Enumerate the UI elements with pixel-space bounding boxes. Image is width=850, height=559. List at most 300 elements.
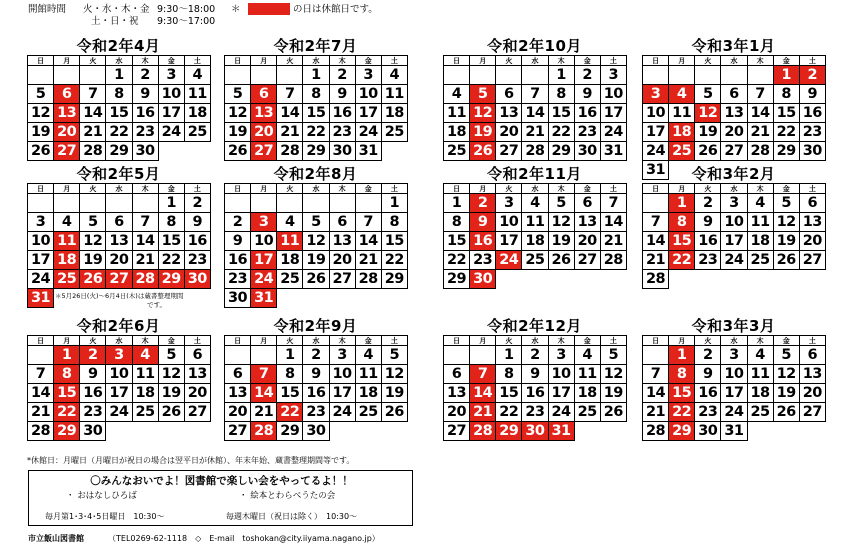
- calendar-title: 令和2年4月: [76, 37, 161, 55]
- weekday-header: 火: [695, 336, 721, 346]
- weekday-header: 火: [277, 336, 303, 346]
- week-row: [225, 104, 408, 123]
- day-cell: 12: [773, 213, 799, 232]
- day-cell: 18: [747, 384, 773, 403]
- day-cell: 8: [158, 213, 184, 232]
- day-cell: 5: [303, 213, 329, 232]
- day-cell: 29: [381, 270, 407, 289]
- calendar-title: 令和3年3月: [691, 317, 776, 335]
- weekday-header: 月: [251, 184, 277, 194]
- weekday-header: 月: [470, 336, 496, 346]
- legend-text: の日は休館日です。: [293, 4, 378, 15]
- closed-day-cell: 22: [277, 403, 303, 422]
- calendar-grid: [642, 335, 826, 441]
- closed-day-cell: 6: [251, 85, 277, 104]
- day-cell: 3: [600, 66, 626, 85]
- day-cell: 27: [329, 270, 355, 289]
- day-cell: 5: [773, 194, 799, 213]
- weekend-time: 9:30～17:00: [157, 16, 216, 27]
- weekday-header: 木: [329, 56, 355, 66]
- week-row: [225, 142, 408, 161]
- day-cell: 22: [496, 403, 522, 422]
- day-cell: 19: [548, 232, 574, 251]
- day-cell: 11: [522, 213, 548, 232]
- day-cell: 8: [496, 365, 522, 384]
- calendar-october: [443, 38, 626, 161]
- weekday-header: 火: [695, 184, 721, 194]
- week-row: [28, 365, 211, 384]
- day-cell: 30: [695, 422, 721, 441]
- closed-day-cell: 1: [669, 346, 695, 365]
- closed-day-cell: 19: [470, 123, 496, 142]
- day-cell: 20: [184, 384, 210, 403]
- day-cell: 29: [548, 142, 574, 161]
- day-cell: 8: [303, 85, 329, 104]
- day-cell: 13: [496, 104, 522, 123]
- day-cell: 14: [28, 384, 54, 403]
- day-cell: 2: [303, 346, 329, 365]
- weekday-header: 木: [747, 56, 773, 66]
- day-cell: 7: [28, 365, 54, 384]
- day-cell: 17: [496, 232, 522, 251]
- closed-day-cell: 7: [470, 365, 496, 384]
- trailing-blank: [184, 422, 210, 441]
- trailing-blank: [548, 270, 574, 289]
- day-cell: 7: [80, 85, 106, 104]
- day-cell: 4: [381, 66, 407, 85]
- day-cell: 23: [799, 123, 825, 142]
- closed-day-cell: 28: [470, 422, 496, 441]
- day-cell: 26: [695, 142, 721, 161]
- day-cell: 24: [106, 403, 132, 422]
- day-cell: 1: [381, 194, 407, 213]
- empty-day-cell: [251, 66, 277, 85]
- weekday-header: 土: [600, 56, 626, 66]
- day-cell: 21: [643, 403, 669, 422]
- day-cell: 4: [444, 85, 470, 104]
- trailing-blank: [158, 422, 184, 441]
- closed-day-cell: 11: [277, 232, 303, 251]
- day-cell: 6: [496, 85, 522, 104]
- day-cell: 8: [548, 85, 574, 104]
- weekday-header: 火: [80, 56, 106, 66]
- trailing-blank: [329, 289, 355, 308]
- closed-day-cell: 22: [54, 403, 80, 422]
- calendar-february: [642, 166, 825, 289]
- empty-day-cell: [277, 66, 303, 85]
- empty-day-cell: [496, 66, 522, 85]
- day-cell: 6: [799, 346, 825, 365]
- day-cell: 20: [225, 403, 251, 422]
- day-cell: 29: [444, 270, 470, 289]
- weekday-header-row: [225, 56, 408, 66]
- day-cell: 25: [574, 403, 600, 422]
- week-row: [444, 142, 627, 161]
- day-cell: 31: [355, 142, 381, 161]
- closed-days-note: *休館日：月曜日（月曜日が祝日の場合は翌平日が休館）、年末年始、蔵書整理期間等です。: [27, 456, 355, 465]
- day-cell: 12: [158, 365, 184, 384]
- empty-day-cell: [80, 194, 106, 213]
- day-cell: 4: [522, 194, 548, 213]
- day-cell: 23: [470, 251, 496, 270]
- calendar-march: [642, 318, 825, 441]
- closed-day-cell: 2: [470, 194, 496, 213]
- day-cell: 22: [303, 123, 329, 142]
- day-cell: 14: [643, 232, 669, 251]
- trailing-blank: [721, 270, 747, 289]
- weekday-header: 金: [574, 336, 600, 346]
- day-cell: 24: [329, 403, 355, 422]
- weekday-header: 木: [132, 184, 158, 194]
- day-cell: 13: [799, 213, 825, 232]
- empty-day-cell: [444, 346, 470, 365]
- weekday-header: 土: [184, 56, 210, 66]
- day-cell: 15: [548, 104, 574, 123]
- weekday-header-row: [28, 184, 211, 194]
- day-cell: 1: [548, 66, 574, 85]
- empty-day-cell: [28, 346, 54, 365]
- weekday-header: 日: [643, 336, 669, 346]
- day-cell: 25: [381, 123, 407, 142]
- day-cell: 14: [747, 104, 773, 123]
- day-cell: 22: [381, 251, 407, 270]
- weekday-header: 水: [522, 336, 548, 346]
- day-cell: 4: [747, 194, 773, 213]
- closed-day-cell: 26: [470, 142, 496, 161]
- week-row: [28, 251, 211, 270]
- week-row: [444, 346, 627, 365]
- week-row: [643, 85, 826, 104]
- trailing-blank: [574, 270, 600, 289]
- day-cell: 11: [747, 365, 773, 384]
- trailing-blank: [277, 289, 303, 308]
- weekday-header: 火: [695, 56, 721, 66]
- weekday-header: 木: [548, 336, 574, 346]
- day-cell: 9: [132, 85, 158, 104]
- calendar-grid: [443, 55, 627, 161]
- day-cell: 2: [695, 346, 721, 365]
- day-cell: 20: [799, 384, 825, 403]
- day-cell: 19: [600, 384, 626, 403]
- day-cell: 7: [643, 213, 669, 232]
- week-row: [225, 251, 408, 270]
- day-cell: 13: [329, 232, 355, 251]
- weekday-header: 日: [444, 56, 470, 66]
- event1-schedule: 毎月第1･3･4･5日曜日 10:30～: [45, 512, 165, 521]
- weekday-header: 水: [522, 184, 548, 194]
- closed-day-cell: 27: [251, 142, 277, 161]
- closed-day-cell: 17: [251, 251, 277, 270]
- day-cell: 18: [277, 251, 303, 270]
- day-cell: 14: [355, 232, 381, 251]
- calendar-grid: [27, 335, 211, 441]
- week-row: [225, 384, 408, 403]
- closed-day-cell: 30: [522, 422, 548, 441]
- day-cell: 11: [184, 85, 210, 104]
- weekday-header-row: [444, 336, 627, 346]
- trailing-blank: [132, 422, 158, 441]
- day-cell: 2: [225, 213, 251, 232]
- day-cell: 10: [548, 365, 574, 384]
- day-cell: 7: [600, 194, 626, 213]
- day-cell: 5: [600, 346, 626, 365]
- closed-day-cell: 8: [669, 365, 695, 384]
- weekday-header: 火: [80, 336, 106, 346]
- day-cell: 12: [600, 365, 626, 384]
- day-cell: 17: [600, 104, 626, 123]
- empty-day-cell: [132, 194, 158, 213]
- weekday-header: 水: [106, 56, 132, 66]
- day-cell: 5: [773, 346, 799, 365]
- empty-day-cell: [470, 66, 496, 85]
- day-cell: 21: [600, 232, 626, 251]
- week-row: [643, 384, 826, 403]
- calendar-august: [224, 166, 407, 308]
- day-cell: 2: [574, 66, 600, 85]
- day-cell: 12: [80, 232, 106, 251]
- calendar-title: 令和2年12月: [487, 317, 582, 335]
- day-cell: 26: [28, 142, 54, 161]
- day-cell: 27: [799, 251, 825, 270]
- calendar-april: [27, 38, 210, 161]
- empty-day-cell: [444, 66, 470, 85]
- day-cell: 5: [225, 85, 251, 104]
- week-row: [444, 422, 627, 441]
- week-row: [643, 142, 826, 161]
- day-cell: 12: [381, 365, 407, 384]
- day-cell: 3: [721, 194, 747, 213]
- trailing-blank: [799, 422, 825, 441]
- day-cell: 17: [548, 384, 574, 403]
- day-cell: 23: [225, 270, 251, 289]
- day-cell: 17: [643, 123, 669, 142]
- trailing-blank: [496, 270, 522, 289]
- day-cell: 21: [643, 251, 669, 270]
- day-cell: 24: [355, 123, 381, 142]
- weekday-header: 土: [600, 336, 626, 346]
- day-cell: 23: [303, 403, 329, 422]
- day-cell: 16: [80, 384, 106, 403]
- trailing-blank: [600, 422, 626, 441]
- day-cell: 1: [158, 194, 184, 213]
- day-cell: 23: [695, 251, 721, 270]
- day-cell: 16: [695, 232, 721, 251]
- day-cell: 4: [277, 213, 303, 232]
- week-row: [444, 384, 627, 403]
- closed-day-cell: 7: [251, 365, 277, 384]
- trailing-blank: [381, 422, 407, 441]
- weekend-days: 土・日・祝: [91, 16, 139, 27]
- weekday-header: 日: [225, 336, 251, 346]
- day-cell: 3: [28, 213, 54, 232]
- week-row: [28, 346, 211, 365]
- day-cell: 12: [773, 365, 799, 384]
- library-contact: （TEL0269-62-1118 ◇ E-mail toshokan@city.iiyama.nagano.jp）: [108, 534, 380, 543]
- day-cell: 29: [277, 422, 303, 441]
- weekday-header: 金: [158, 184, 184, 194]
- day-cell: 6: [799, 194, 825, 213]
- week-row: [444, 251, 627, 270]
- day-cell: 11: [574, 365, 600, 384]
- day-cell: 19: [80, 251, 106, 270]
- week-row: [643, 270, 826, 289]
- calendar-may: [27, 166, 210, 308]
- calendar-june: [27, 318, 210, 441]
- day-cell: 24: [721, 251, 747, 270]
- closed-day-cell: 20: [54, 123, 80, 142]
- empty-day-cell: [695, 66, 721, 85]
- week-row: [643, 346, 826, 365]
- weekday-header: 月: [54, 336, 80, 346]
- weekday-header-row: [28, 56, 211, 66]
- day-cell: 28: [747, 142, 773, 161]
- day-cell: 23: [80, 403, 106, 422]
- empty-day-cell: [303, 194, 329, 213]
- weekday-header: 火: [496, 336, 522, 346]
- day-cell: 6: [329, 213, 355, 232]
- day-cell: 25: [277, 270, 303, 289]
- weekday-header: 日: [444, 336, 470, 346]
- calendar-grid: [27, 55, 211, 161]
- day-cell: 24: [721, 403, 747, 422]
- week-row: [28, 422, 211, 441]
- week-row: [28, 194, 211, 213]
- day-cell: 15: [277, 384, 303, 403]
- closed-day-cell: 27: [54, 142, 80, 161]
- weekday-header: 月: [669, 336, 695, 346]
- day-cell: 22: [548, 123, 574, 142]
- day-cell: 19: [773, 384, 799, 403]
- closed-day-cell: 26: [80, 270, 106, 289]
- day-cell: 3: [496, 194, 522, 213]
- day-cell: 10: [721, 365, 747, 384]
- week-row: [444, 270, 627, 289]
- day-cell: 10: [251, 232, 277, 251]
- day-cell: 2: [695, 194, 721, 213]
- empty-day-cell: [522, 66, 548, 85]
- day-cell: 15: [773, 104, 799, 123]
- trailing-blank: [381, 142, 407, 161]
- week-row: [225, 123, 408, 142]
- day-cell: 28: [80, 142, 106, 161]
- day-cell: 5: [158, 346, 184, 365]
- day-cell: 28: [643, 422, 669, 441]
- weekday-header: 水: [721, 184, 747, 194]
- day-cell: 17: [28, 251, 54, 270]
- calendar-grid: [443, 183, 627, 289]
- day-cell: 18: [444, 123, 470, 142]
- closed-day-cell: 28: [251, 422, 277, 441]
- day-cell: 27: [444, 422, 470, 441]
- day-cell: 6: [106, 213, 132, 232]
- trailing-blank: [329, 422, 355, 441]
- day-cell: 27: [574, 251, 600, 270]
- day-cell: 26: [600, 403, 626, 422]
- day-cell: 20: [799, 232, 825, 251]
- closed-day-cell: 20: [251, 123, 277, 142]
- week-row: [643, 365, 826, 384]
- trailing-blank: [184, 142, 210, 161]
- weekday-header: 日: [28, 184, 54, 194]
- trailing-blank: [184, 289, 210, 308]
- closed-day-cell: 5: [470, 85, 496, 104]
- day-cell: 18: [355, 384, 381, 403]
- day-cell: 16: [184, 232, 210, 251]
- weekday-header-row: [444, 56, 627, 66]
- day-cell: 26: [303, 270, 329, 289]
- closed-day-cell: 16: [470, 232, 496, 251]
- closed-day-cell: 31: [548, 422, 574, 441]
- closed-day-cell: 15: [669, 384, 695, 403]
- weekday-header: 金: [574, 56, 600, 66]
- weekday-header: 火: [496, 184, 522, 194]
- day-cell: 6: [444, 365, 470, 384]
- weekday-header: 月: [251, 56, 277, 66]
- weekday-header: 土: [381, 184, 407, 194]
- week-row: [225, 232, 408, 251]
- week-row: [225, 213, 408, 232]
- day-cell: 28: [277, 142, 303, 161]
- day-cell: 9: [695, 365, 721, 384]
- day-cell: 18: [132, 384, 158, 403]
- closed-day-cell: 15: [54, 384, 80, 403]
- weekday-header: 月: [470, 184, 496, 194]
- day-cell: 9: [695, 213, 721, 232]
- day-cell: 14: [643, 384, 669, 403]
- day-cell: 3: [355, 66, 381, 85]
- day-cell: 16: [132, 104, 158, 123]
- day-cell: 11: [669, 104, 695, 123]
- day-cell: 20: [444, 403, 470, 422]
- trailing-blank: [106, 422, 132, 441]
- closed-day-cell: 14: [470, 384, 496, 403]
- day-cell: 6: [225, 365, 251, 384]
- weekday-header: 水: [106, 336, 132, 346]
- closed-day-cell: 14: [251, 384, 277, 403]
- day-cell: 1: [106, 66, 132, 85]
- day-cell: 3: [329, 346, 355, 365]
- trailing-blank: [799, 270, 825, 289]
- closed-day-cell: 12: [470, 104, 496, 123]
- empty-day-cell: [721, 66, 747, 85]
- weekday-header: 木: [548, 184, 574, 194]
- day-cell: 3: [721, 346, 747, 365]
- day-cell: 7: [355, 213, 381, 232]
- closed-day-cell: 30: [184, 270, 210, 289]
- closed-day-cell: 29: [158, 270, 184, 289]
- closed-day-cell: 18: [669, 123, 695, 142]
- day-cell: 9: [80, 365, 106, 384]
- event1-name: ・ おはなしひろば: [66, 491, 137, 501]
- weekday-header: 日: [643, 56, 669, 66]
- day-cell: 23: [329, 123, 355, 142]
- trailing-blank: [747, 422, 773, 441]
- closed-day-cell: 6: [54, 85, 80, 104]
- day-cell: 12: [28, 104, 54, 123]
- day-cell: 1: [444, 194, 470, 213]
- day-cell: 4: [184, 66, 210, 85]
- day-cell: 11: [381, 85, 407, 104]
- day-cell: 2: [132, 66, 158, 85]
- day-cell: 24: [643, 142, 669, 161]
- event-title: 〇みんなおいでよ！図書館で楽しい会をやってるよ！！: [90, 475, 353, 487]
- day-cell: 23: [184, 251, 210, 270]
- day-cell: 23: [574, 123, 600, 142]
- closed-day-cell: 29: [496, 422, 522, 441]
- weekday-header: 日: [225, 184, 251, 194]
- day-cell: 25: [132, 403, 158, 422]
- day-cell: 6: [574, 194, 600, 213]
